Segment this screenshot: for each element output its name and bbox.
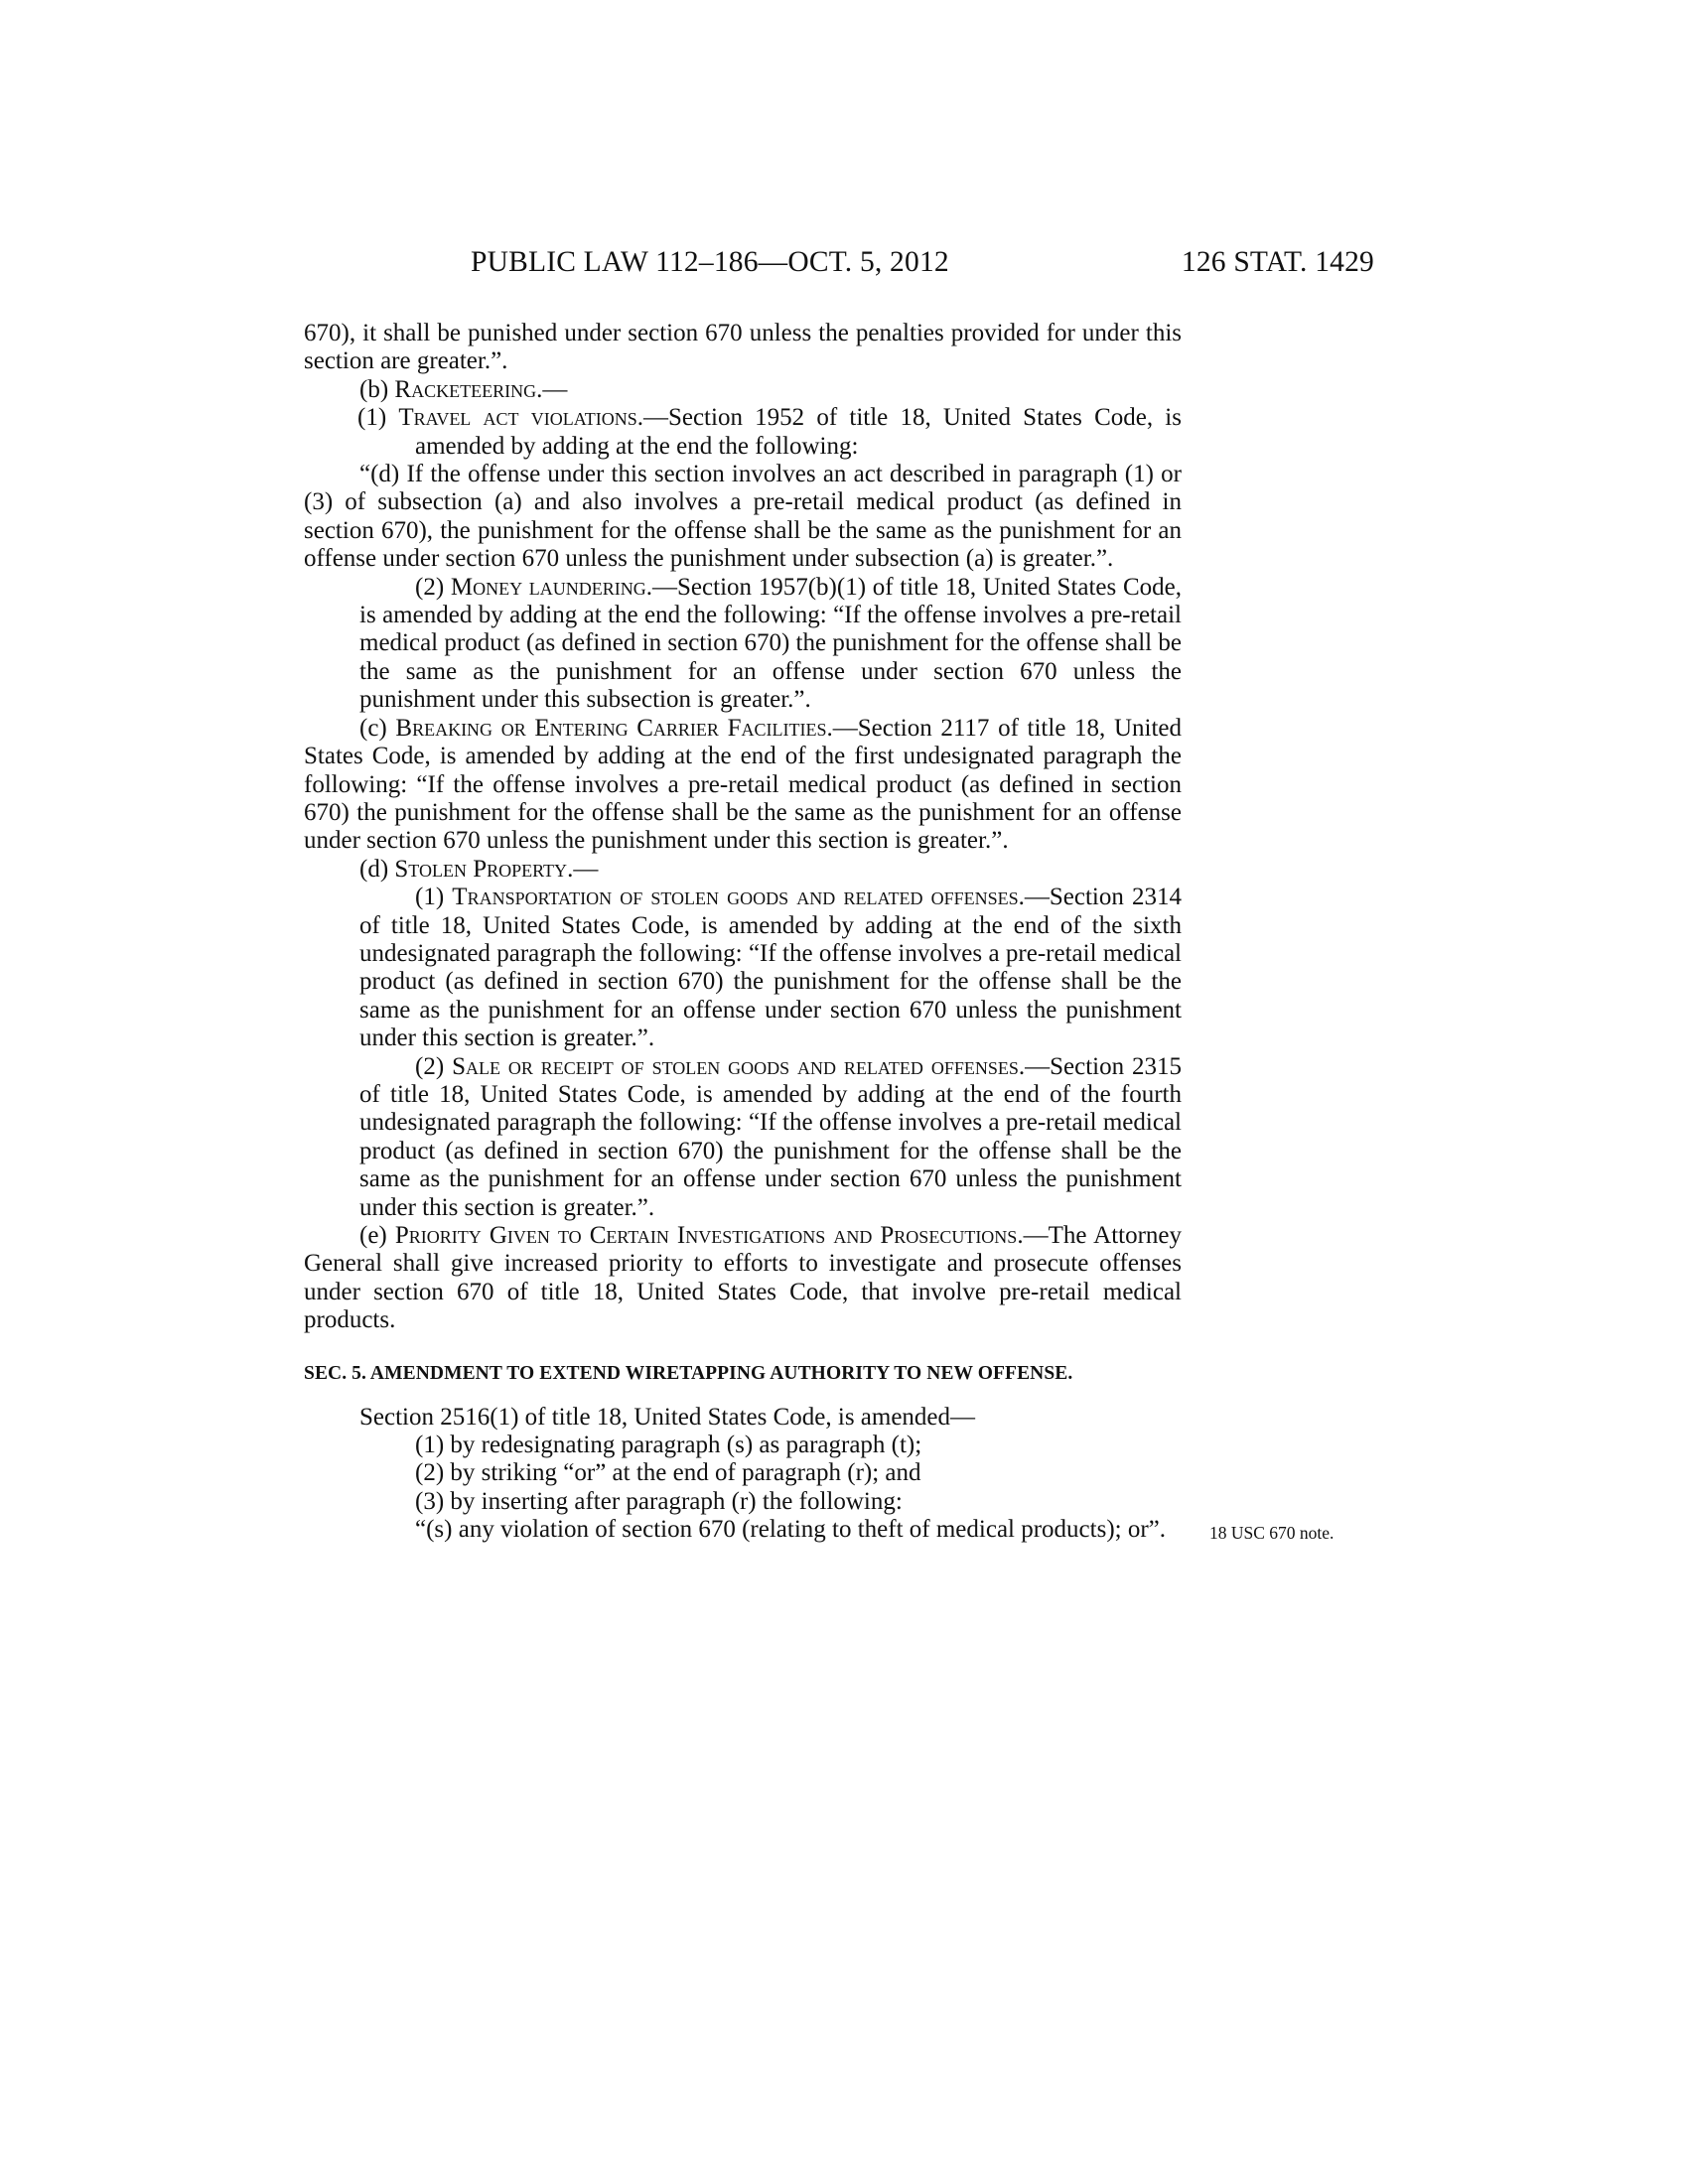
body-text [304,320,1182,1545]
running-header-title: PUBLIC LAW 112–186—OCT. 5, 2012 [471,246,949,278]
subsection-d-label: (d) [359,855,395,883]
section-5-heading: SEC. 5. AMENDMENT TO EXTEND WIRETAPPING AUTHORITY TO NEW OFFENSE. [304,1362,1073,1384]
paragraph-continuation: 670), it shall be punished under section 670 unless the penalties provided for under this section are greater.”. [304,320,1182,375]
paragraph-b1-label: (1) [357,404,399,432]
paragraph-d1 [304,884,1182,1052]
subsection-e-heading: Priority Given to Certain Investigations and Prosecutions [394,1222,1018,1249]
subsection-b [304,376,1182,404]
paragraph-b2 [304,574,1182,715]
subsection-d-heading: Stolen Property [394,855,568,883]
paragraph-d2 [304,1053,1182,1222]
paragraph-d1-heading: Transportation of stolen goods and related offenses [452,884,1019,911]
paragraph-b2-heading: Money laundering [450,573,646,601]
subsection-c-text: .—Section 2117 of title 18, United States Code, is amended by adding at the end of the first undesignated paragraph the following: “If the offense involves a pre-retail medical product (as defined in section 670) the punishment for the offense shall be the same as the punishment for an offense under section 670 unless the punishment under this section is greater.”. [304,714,1182,855]
section-5-item-2: (2) by striking “or” at the end of paragraph (r); and [415,1459,921,1487]
subsection-e-text: .—The Attorney General shall give increased priority to efforts to investigate and prosecute offenses under section 670 of title 18, United States Code, that involve pre-retail medical products. [304,1222,1183,1334]
quoted-subsection-d: “(d) If the offense under this section involves an act described in paragraph (1) or (3) of subsection (a) and also involves a pre-retail medical product (as defined in section 670), the punishment for the offense shall be the same as the punishment for an offense under section 670 unless the punishment under subsection (a) is greater.”. [304,461,1182,573]
subsection-c [304,715,1182,856]
paragraph-b2-text: .—Section 1957(b)(1) of title 18, United States Code, is amended by adding at the end the following: “If the offense involves a pre-retail medical product (as defined in section 670) the punishment for the offense shall be the same as the punishment for an offense under section 670 unless the punishment under this subsection is greater.”. [359,573,1182,714]
paragraph-d2-heading: Sale or receipt of stolen goods and related offenses [452,1052,1019,1080]
subsection-b-dash: .— [536,375,568,403]
paragraph-d1-text: .—Section 2314 of title 18, United States Code, is amended by adding at the end of the sixth undesignated paragraph the following: “If the offense involves a pre-retail medical product (as defined in section 670) the punishment for the offense shall be the same as the punishment for an offense under section 670 unless the punishment under this section is greater.”. [359,884,1182,1052]
paragraph-d2-text: .—Section 2315 of title 18, United States Code, is amended by adding at the end of the fourth undesignated paragraph the following: “If the offense involves a pre-retail medical product (as defined in section 670) the punishment for the offense shall be the same as the punishment for an offense under section 670 unless the punishment under this section is greater.”. [359,1052,1182,1221]
subsection-c-heading: Breaking or Entering Carrier Facilities [395,714,827,742]
section-5-item-1: (1) by redesignating paragraph (s) as paragraph (t); [415,1432,922,1459]
paragraph-b1-heading: Travel act violations [398,404,637,432]
subsection-e-label: (e) [359,1222,395,1249]
paragraph-b2-label: (2) [415,573,451,601]
paragraph-d2-label: (2) [415,1052,453,1080]
subsection-d-dash: .— [567,855,599,883]
paragraph-d1-label: (1) [415,884,453,911]
section-5-quoted-paragraph-s: “(s) any violation of section 670 (relating to theft of medical products); or”. [415,1516,1167,1544]
paragraph-b1 [304,404,1182,461]
subsection-e [304,1222,1182,1335]
marginal-note: 18 USC 670 note. [1209,1523,1335,1543]
section-5-item-3: (3) by inserting after paragraph (r) the following: [415,1487,903,1515]
subsection-b-heading: Racketeering [394,375,537,403]
paragraph-b1-text: .—Section 1952 of title 18, United States Code, is amended by adding at the end the following: [415,404,1182,460]
subsection-d [304,856,1182,884]
section-5-intro: Section 2516(1) of title 18, United States Code, is amended— [359,1403,976,1431]
subsection-c-label: (c) [359,714,396,742]
subsection-b-label: (b) [359,375,395,403]
running-header-stat-page: 126 STAT. 1429 [1181,246,1374,278]
